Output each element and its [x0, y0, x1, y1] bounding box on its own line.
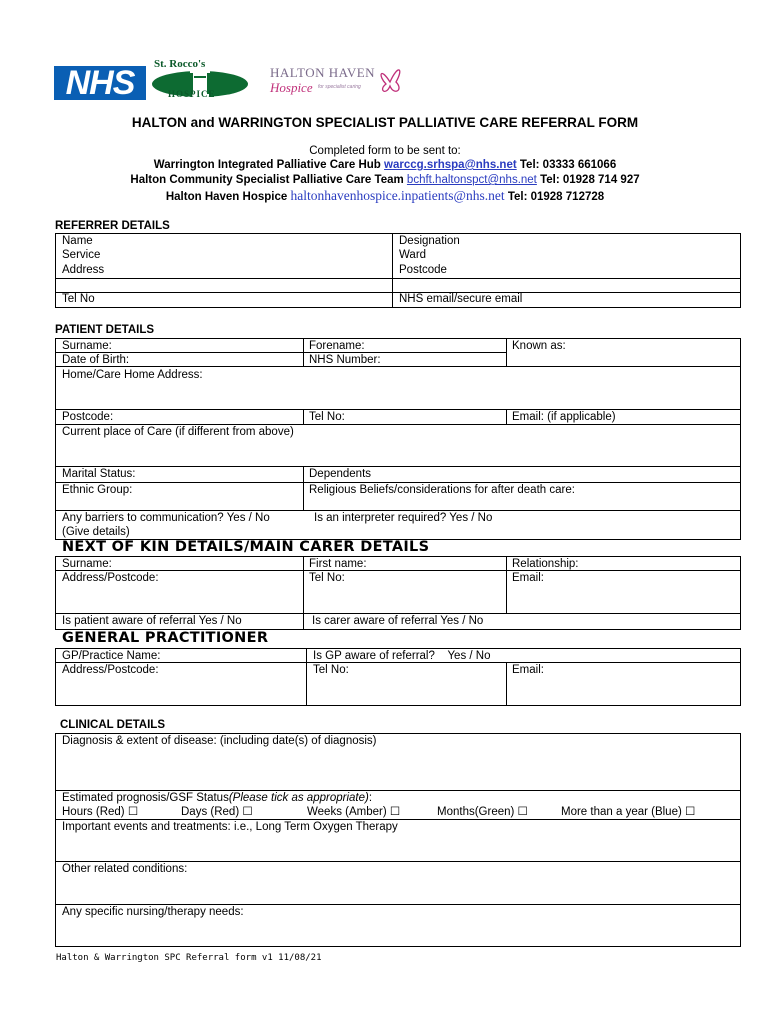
- nhs-logo: NHS: [54, 66, 146, 100]
- patient-dob-field[interactable]: Date of Birth:: [62, 354, 130, 366]
- patient-email-field[interactable]: Email: (if applicable): [512, 411, 616, 423]
- patient-nhs-number-field[interactable]: NHS Number:: [309, 354, 381, 366]
- referrer-ward-field[interactable]: Ward: [399, 249, 427, 261]
- kin-email-field[interactable]: Email:: [512, 572, 544, 584]
- patient-heading: PATIENT DETAILS: [55, 324, 155, 336]
- patient-interpreter-field[interactable]: Is an interpreter required? Yes / No: [314, 512, 493, 524]
- prognosis-months-checkbox[interactable]: Months(Green) ☐: [437, 806, 528, 818]
- referrer-table: [55, 233, 741, 308]
- haven-line: [0, 188, 770, 204]
- patient-marital-field[interactable]: Marital Status:: [62, 468, 136, 480]
- prognosis-hint: (Please tick as appropriate): [228, 792, 369, 804]
- kin-address-field[interactable]: Address/Postcode:: [62, 572, 159, 584]
- st-roccos-hospice-logo: [150, 58, 250, 102]
- haven-name: HALTON HAVEN: [270, 65, 376, 80]
- hub-tel: Tel: 03333 661066: [519, 159, 617, 171]
- form-title: HALTON and WARRINGTON SPECIALIST PALLIATIVE CARE REFERRAL FORM: [131, 115, 639, 130]
- patient-surname-field[interactable]: Surname:: [62, 340, 112, 352]
- halton-line: [0, 174, 770, 186]
- haven-motto: for specialist caring: [318, 84, 361, 90]
- patient-religious-field[interactable]: Religious Beliefs/considerations for after death care:: [309, 484, 575, 496]
- referrer-tel-field[interactable]: Tel No: [62, 293, 95, 305]
- kin-tel-field[interactable]: Tel No:: [309, 572, 345, 584]
- events-field[interactable]: Important events and treatments: i.e., Long Term Oxygen Therapy: [62, 821, 398, 833]
- gp-address-field[interactable]: Address/Postcode:: [62, 664, 159, 676]
- prognosis-year-checkbox[interactable]: More than a year (Blue) ☐: [561, 806, 696, 818]
- haven-tel: Tel: 01928 712728: [507, 191, 605, 203]
- gp-email-field[interactable]: Email:: [512, 664, 544, 676]
- gp-tel-field[interactable]: Tel No:: [313, 664, 349, 676]
- carer-aware-field[interactable]: Is carer aware of referral Yes / No: [312, 615, 484, 627]
- gp-aware-field[interactable]: Is GP aware of referral? Yes / No: [313, 650, 491, 662]
- kin-relationship-field[interactable]: Relationship:: [512, 558, 579, 570]
- haven-email-link[interactable]: haltonhavenhospice.inpatients@nhs.net: [290, 188, 505, 203]
- patient-ethnic-field[interactable]: Ethnic Group:: [62, 484, 133, 496]
- patient-aware-field[interactable]: Is patient aware of referral Yes / No: [62, 615, 242, 627]
- referrer-name-field[interactable]: Name: [62, 235, 93, 247]
- referrer-designation-field[interactable]: Designation: [399, 235, 460, 247]
- patient-give-details: (Give details): [62, 526, 130, 538]
- prognosis-colon: :: [368, 792, 373, 804]
- patient-postcode-field[interactable]: Postcode:: [62, 411, 114, 423]
- patient-dependents-field[interactable]: Dependents: [309, 468, 372, 480]
- nursing-needs-field[interactable]: Any specific nursing/therapy needs:: [62, 906, 244, 918]
- hub-line: [0, 159, 770, 171]
- kin-first-name-field[interactable]: First name:: [309, 558, 367, 570]
- footer: Halton & Warrington SPC Referral form v1 11/08/21: [56, 953, 322, 963]
- referrer-service-field[interactable]: Service: [62, 249, 101, 261]
- rocco-name: St. Rocco's: [154, 58, 206, 70]
- halton-haven-logo: [268, 60, 408, 100]
- butterfly-icon: [376, 62, 406, 98]
- rocco-hospice: HOSPICE: [168, 89, 216, 99]
- clinical-heading: CLINICAL DETAILS: [60, 719, 165, 731]
- prognosis-label: [62, 791, 372, 805]
- halton-email-link[interactable]: bchft.haltonspct@nhs.net: [406, 174, 537, 186]
- kin-heading: NEXT OF KIN DETAILS/MAIN CARER DETAILS: [62, 539, 430, 555]
- prognosis-text: Estimated prognosis/GSF Status: [62, 792, 229, 804]
- hub-email-link[interactable]: warccg.srhspa@nhs.net: [384, 159, 517, 171]
- haven-label: Halton Haven Hospice: [165, 191, 288, 203]
- halton-label: Halton Community Specialist Palliative Care Team: [130, 174, 404, 186]
- sent-to-line: Completed form to be sent to:: [309, 145, 461, 157]
- referrer-address-field[interactable]: Address: [62, 264, 105, 276]
- patient-known-as-field[interactable]: Known as:: [512, 340, 566, 352]
- patient-forename-field[interactable]: Forename:: [309, 340, 365, 352]
- referrer-postcode-field[interactable]: Postcode: [399, 264, 447, 276]
- diagnosis-field[interactable]: Diagnosis & extent of disease: (including date(s) of diagnosis): [62, 735, 377, 747]
- haven-hospice: Hospice: [270, 80, 313, 95]
- patient-address-field[interactable]: Home/Care Home Address:: [62, 369, 203, 381]
- gp-practice-field[interactable]: GP/Practice Name:: [62, 650, 161, 662]
- patient-tel-field[interactable]: Tel No:: [309, 411, 345, 423]
- prognosis-weeks-checkbox[interactable]: Weeks (Amber) ☐: [307, 806, 401, 818]
- referrer-heading: REFERRER DETAILS: [55, 220, 170, 232]
- referrer-email-field[interactable]: NHS email/secure email: [399, 293, 523, 305]
- halton-tel: Tel: 01928 714 927: [540, 174, 640, 186]
- hub-label: Warrington Integrated Palliative Care Hub: [153, 159, 381, 171]
- patient-barriers-field[interactable]: Any barriers to communication? Yes / No: [62, 512, 270, 524]
- kin-surname-field[interactable]: Surname:: [62, 558, 112, 570]
- prognosis-hours-checkbox[interactable]: Hours (Red) ☐: [62, 806, 139, 818]
- patient-place-of-care-field[interactable]: Current place of Care (if different from above): [62, 426, 294, 438]
- prognosis-days-checkbox[interactable]: Days (Red) ☐: [181, 806, 253, 818]
- gp-heading: GENERAL PRACTITIONER: [62, 630, 269, 646]
- other-conditions-field[interactable]: Other related conditions:: [62, 863, 188, 875]
